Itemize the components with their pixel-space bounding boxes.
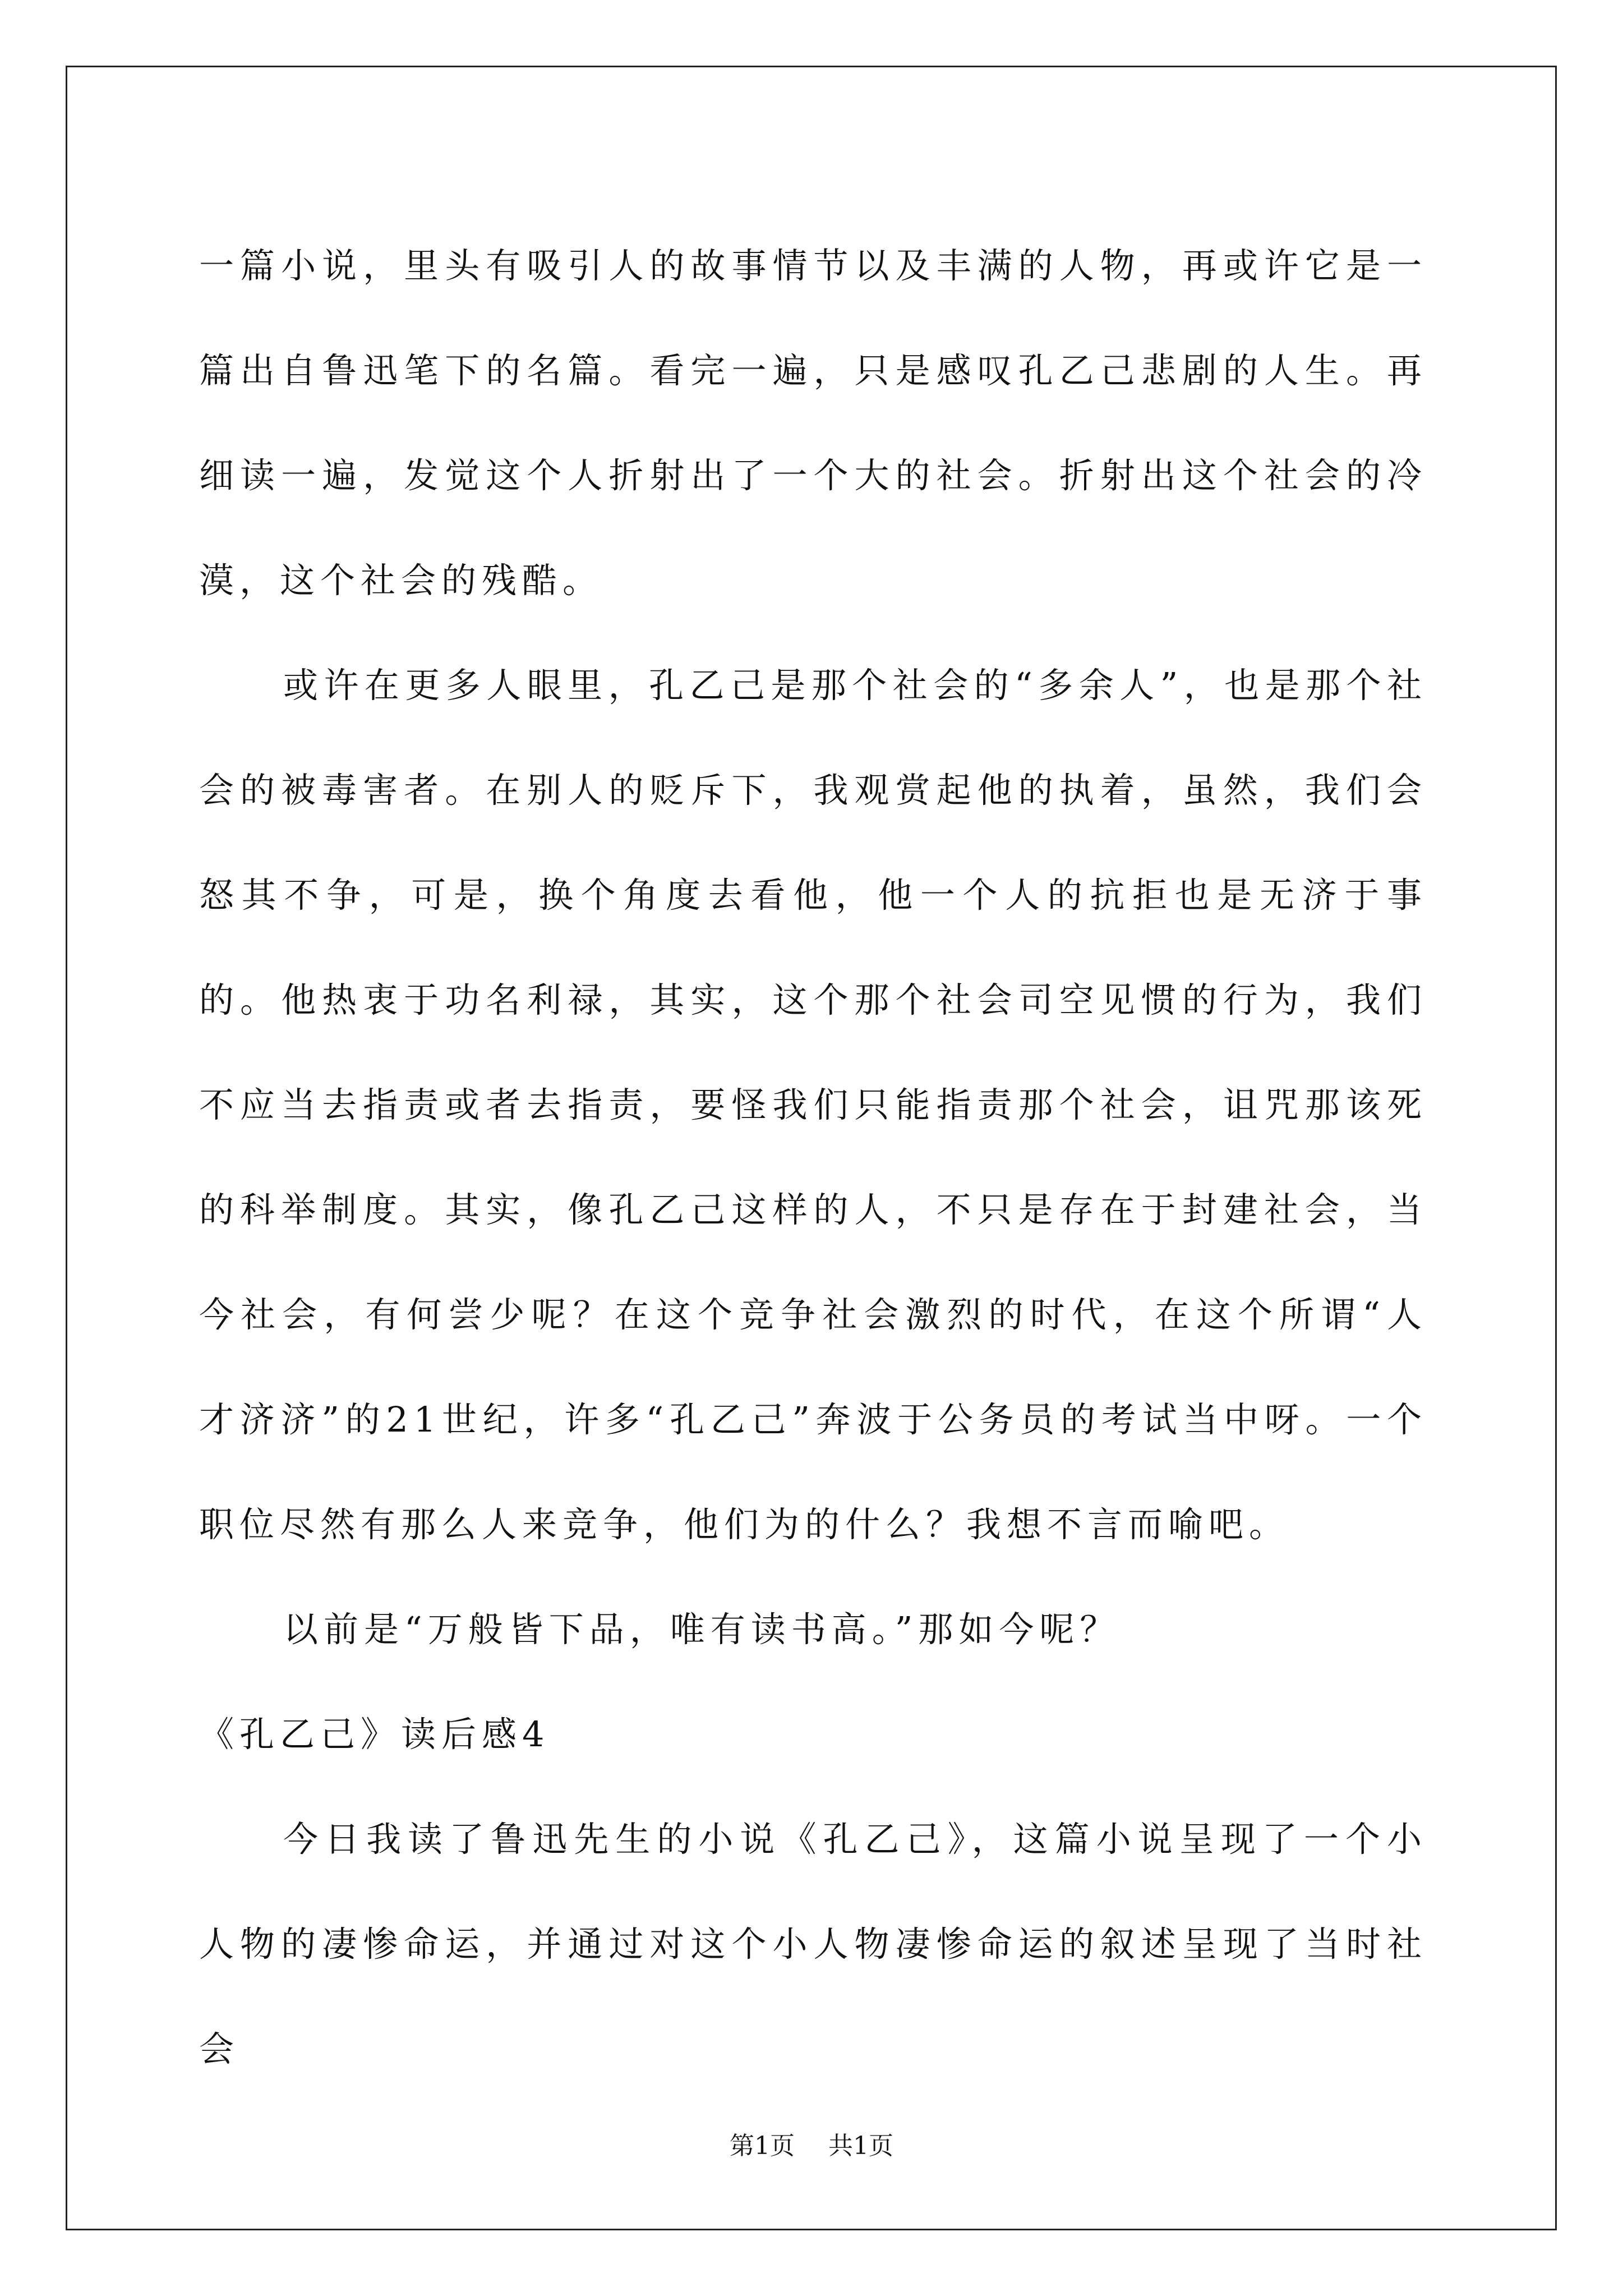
document-body [199, 213, 1427, 2101]
page-number: 第1页 [730, 2132, 795, 2160]
page-footer [0, 2129, 1623, 2163]
page-total: 共1页 [828, 2132, 893, 2160]
paragraph-3: 以前是“万般皆下品，唯有读书高。”那如今呢？ [283, 1609, 1121, 1650]
paragraph-2: 或许在更多人眼里，孔乙己是那个社会的“多余人”，也是那个社会的被毒害者。在别人的贬斥下，我观赏起他的执着，虽然，我们会怒其不争，可是，换个角度去看他，他一个人的抗拒也是无济于事的。他热衷于功名利禄，其实，这个那个社会司空见惯的行为，我们不应当去指责或者去指责，要怪我们只能指责那个社会，诅咒那该死的科举制度。其实，像孔乙己这样的人，不只是存在于封建社会，当今社会，有何尝少呢？在这个竞争社会激烈的时代，在这个所谓“人才济济”的21世纪，许多“孔乙己”奔波于公务员的考试当中呀。一个职位尽然有那么人来竞争，他们为的什么？我想不言而喻吧。 [199, 665, 1427, 1545]
section-heading: 《孔乙己》读后感4 [199, 1714, 550, 1755]
paragraph-4: 今日我读了鲁迅先生的小说《孔乙己》，这篇小说呈现了一个小人物的凄惨命运，并通过对这个小人物凄惨命运的叙述呈现了当时社会 [199, 1819, 1427, 2069]
paragraph-1: 一篇小说，里头有吸引人的故事情节以及丰满的人物，再或许它是一篇出自鲁迅笔下的名篇。看完一遍，只是感叹孔乙己悲剧的人生。再细读一遍，发觉这个人折射出了一个大的社会。折射出这个社会的冷漠，这个社会的残酷。 [199, 245, 1427, 601]
